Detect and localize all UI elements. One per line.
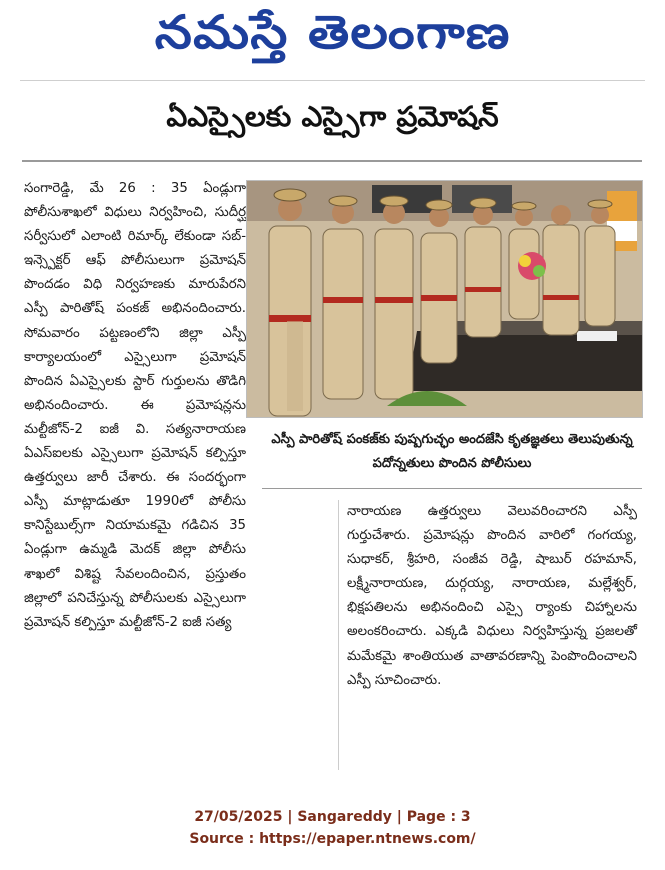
article-photo [246, 180, 643, 418]
masthead-logo [0, 2, 665, 74]
article-body-left: సంగారెడ్డి, మే 26 : 35 ఏండ్లుగా పోలీసుశాఖలో విధులు నిర్వహించి, సుదీర్ఘ సర్వీసులో ఎలాంటి రిమార్క్ లేకుండా సబ్-ఇన్స్పెక్టర్ ఆఫ్ పోలీసులుగా ప్రమోషన్ పొందడం విధి నిర్వహణకు మారుపేరని ఎస్పీ పారితోష్ పంకజ్ అభినందించారు. సోమవారం పట్టణంలోని జిల్లా ఎస్పీ కార్యాలయంలో ఎస్సైలుగా ప్రమోషన్ పొందిన ఏఎస్సైలకు స్టార్ గుర్తులను తొడిగి అభినందించారు. ఈ ప్రమోషన్లను మల్టీజోన్-2 ఐజీ వి. సత్యనారాయణ ఏఎస్ఐలకు ఎస్సైలుగా ప్రమోషన్ కల్పిస్తూ ఉత్తర్వులు జారీ చేశారు. ఈ సందర్భంగా ఎస్పీ మాట్లాడుతూ 1990లో పోలీసు కానిస్టేబుల్స్‌గా నియామకమై గడిచిన 35 ఏండ్లుగా ఉమ్మడి మెదక్ జిల్లా పోలీసు శాఖలో విశిష్ట సేవలందించిన, ప్రస్తుతం జిల్లాలో పనిచేస్తున్న పోలీసులకు ఎస్సైలుగా ప్రమోషన్ కల్పిస్తూ మల్టీజోన్-2 ఐజీ సత్య [24, 181, 246, 630]
source-link[interactable]: Source : https://epaper.ntnews.com/ [189, 831, 476, 847]
edition-info: 27/05/2025 | Sangareddy | Page : 3 [194, 809, 471, 825]
police-promotion-photo [247, 181, 642, 417]
article-body-right: నారాయణ ఉత్తర్వులు వెలువరించారని ఎస్పీ గుర్తుచేశారు. ప్రమోషన్లు పొందిన వారిలో గంగయ్య, సుధాకర్, శ్రీహరి, సంజీవ రెడ్డి, షాబుర్ రహమాన్, లక్ష్మీనారాయణ, దుర్గయ్య, నారాయణ, మల్లేశ్వర్, భిక్షపతిలను అభినందించి ఎస్సై ర్యాంకు చిహ్నాలను అలంకరించారు. ఎక్కడి విధులు నిర్వహిస్తున్న ప్రజలతో మమేకమై శాంతియుత వాతావరణాన్ని పెంపొందించాలని ఎస్పీ సూచించారు. [347, 504, 637, 688]
article-column-left [24, 177, 246, 635]
photo-caption: ఎస్పీ పారితోష్ పంకజ్‌కు పుష్పగుచ్ఛం అందజేసి కృతజ్ఞతలు తెలుపుతున్న పదోన్నతులు పొందిన పోలీసులు [271, 432, 633, 471]
headline-divider [22, 160, 642, 162]
article-headline: ఏఎస్సైలకు ఎస్సైగా ప్రమోషన్ [166, 100, 499, 133]
footer [0, 806, 665, 850]
caption-divider [262, 488, 642, 489]
article-column-right [347, 500, 637, 693]
column-divider [338, 500, 339, 770]
masthead-divider [20, 80, 645, 81]
masthead-title: నమస్తే తెలంగాణ [154, 5, 511, 59]
